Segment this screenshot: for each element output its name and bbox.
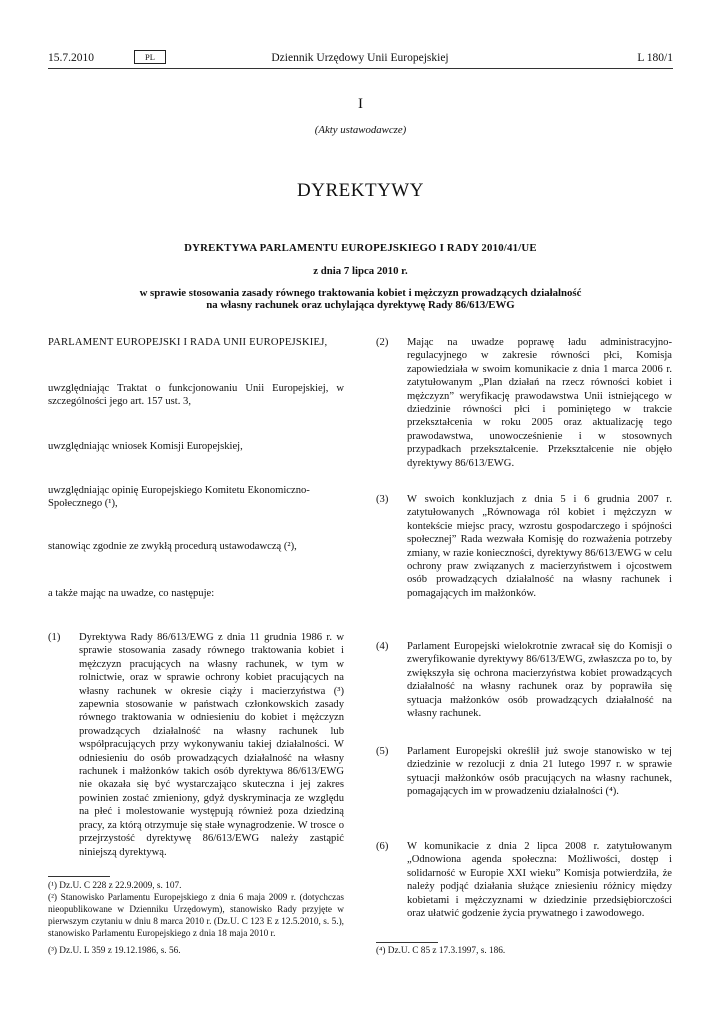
page-reference: L 180/1 [637, 52, 673, 64]
recital-text: Parlament Europejski określił już swoje stanowisko w tej dziedzinie w rezolucji z dnia 21 lutego 1997 r. w sprawie sytuacji małżonków osób pracujących na własny rachunek, pomagających im w prowadzeniu działalności (⁴). [407, 746, 672, 798]
intro-parties: PARLAMENT EUROPEJSKI I RADA UNII EUROPEJSKIEJ, [48, 337, 328, 348]
recital-text: Dyrektywa Rady 86/613/EWG z dnia 11 grudnia 1986 r. w sprawie stosowania zasady równego traktowania kobiet i mężczyzn pracujących na własny rachunek, w tym w rolnictwie, oraz w sprawie ochrony kobiet pracujących na własny rachunek w okresie ciąży i macierzyństwa (³) zapewnia stosowanie w państwach członkowskich zasady równego traktowania w odniesieniu do kobiet i mężczyzn prowadzących działalność na własny rachunek lub współpracujących przy wykonywaniu takiej działalności. W odniesieniu do osób prowadzących działalność na własny rachunek i małżonków takich osób dyrektywa 86/613/EWG nie okazała się być wystarczająco skuteczna i jej zakres powinien zostać zmieniony, gdyż dyskryminacja ze względu na płeć i molestowanie występują również poza dziedziną pracy, za którą otrzymuje się stałe wynagrodzenie. W trosce o przejrzystość dyrektywę 86/613/EWG należy zastąpić niniejszą dyrektywą. [79, 632, 344, 858]
footnote-2: (²) Stanowisko Parlamentu Europejskiego z dnia 6 maja 2009 r. (dotychczas nieopublikowane w Dzienniku Urzędowym), stanowisko Rady przyjęte w pierwszym czytaniu w dniu 8 marca 2010 r. (Dz.U. C 123 E z 12.5.2010, s. 5.), stanowisko Parlamentu Europejskiego z dnia 18 maja 2010 r. [48, 893, 344, 939]
directive-subject-line1: w sprawie stosowania zasady równego traktowania kobiet i mężczyzn prowadzących działalność [139, 287, 582, 299]
recital-number: (1) [48, 632, 61, 643]
footnote-3: (³) Dz.U. L 359 z 19.12.1986, s. 56. [48, 946, 181, 956]
citation-commission: uwzględniając wniosek Komisji Europejskiej, [48, 441, 243, 452]
journal-title: Dziennik Urzędowy Unii Europejskiej [271, 52, 449, 64]
section-heading: DYREKTYWY [297, 180, 424, 201]
footnote-4: (⁴) Dz.U. C 85 z 17.3.1997, s. 186. [376, 946, 506, 956]
citation-procedure: stanowiąc zgodnie ze zwykłą procedurą ustawodawczą (²), [48, 541, 297, 552]
recital-number: (6) [376, 841, 389, 852]
recital-number: (5) [376, 746, 389, 757]
section-numeral: I [358, 96, 363, 112]
directive-title: DYREKTYWA PARLAMENTU EUROPEJSKIEGO I RADY 2010/41/UE [184, 242, 537, 254]
recital-1 [48, 631, 344, 871]
recital-text: Parlament Europejski wielokrotnie zwracał się do Komisji o zweryfikowanie dyrektywy 86/613/EWG, zwłaszcza po to, by zwiększyła się ochrona macierzyństwa kobiet prowadzących działalność na własny rachunek oraz by poprawiła się sytuacja małżonków osób prowadzących działalność na własny rachunek. [407, 641, 672, 720]
recital-text: W komunikacie z dnia 2 lipca 2008 r. zatytułowanym „Odnowiona agenda społeczna: Możliwości, dostęp i solidarność w Europie XXI wieku” Komisja potwierdziła, że należy podjąć działania służące zniesieniu różnicy między kobietami i mężczyznami w dziedzinie przedsiębiorczości oraz ułatwić godzenie życia prywatnego i zawodowego. [407, 841, 672, 920]
directive-subject-line2: na własny rachunek oraz uchylająca dyrektywę Rady 86/613/EWG [206, 299, 515, 311]
footnote-1: (¹) Dz.U. C 228 z 22.9.2009, s. 107. [48, 881, 182, 891]
recital-text: W swoich konkluzjach z dnia 5 i 6 grudnia 2007 r. zatytułowanych „Równowaga ról kobiet i mężczyzn w kontekście miejsc pracy, wzrostu gospodarczego i spójności społecznej” Rada wezwała Komisję do rozważenia potrzeby zmiany, w razie konieczności, dyrektywy 86/613/EWG w celu ochrony praw związanych z macierzyństwem i ojcostwem osób prowadzących działalność na własny rachunek i pomagających im małżonków. [407, 494, 672, 599]
header-rule [48, 68, 673, 69]
language-badge: PL [134, 50, 166, 64]
recital-number: (4) [376, 641, 389, 652]
footnote-rule [48, 876, 110, 877]
footnote-rule [376, 942, 438, 943]
recital-number: (3) [376, 494, 389, 505]
section-subtitle: (Akty ustawodawcze) [314, 124, 407, 136]
citation-eesc: uwzględniając opinię Europejskiego Komitetu Ekonomiczno-Społecznego (¹), [48, 485, 310, 510]
directive-date: z dnia 7 lipca 2010 r. [313, 265, 408, 277]
citation-treaty: uwzględniając Traktat o funkcjonowaniu Unii Europejskiej, w szczególności jego art. 157 ust. 3, [48, 383, 344, 408]
recital-number: (2) [376, 337, 389, 348]
recital-text: Mając na uwadze poprawę ładu administracyjno-regulacyjnego w zakresie równości płci, Komisja zapowiedziała w swoim komunikacie z dnia 1 marca 2006 r. zatytułowanym „Plan działań na rzecz równości kobiet i mężczyzn” weryfikację prawodawstwa Unii istniejącego w dziedzinie równości płci i pominiętego w trakcie przekształcenia w roku 2005 oraz aktualizację tego prawodawstwa, unowocześnienie i w stosownych przypadkach przekształcenie. Przekształcenie nie objęło dyrektywy 86/613/EWG. [407, 337, 672, 469]
recital-intro: a także mając na uwadze, co następuje: [48, 588, 215, 599]
publication-date: 15.7.2010 [48, 52, 94, 64]
